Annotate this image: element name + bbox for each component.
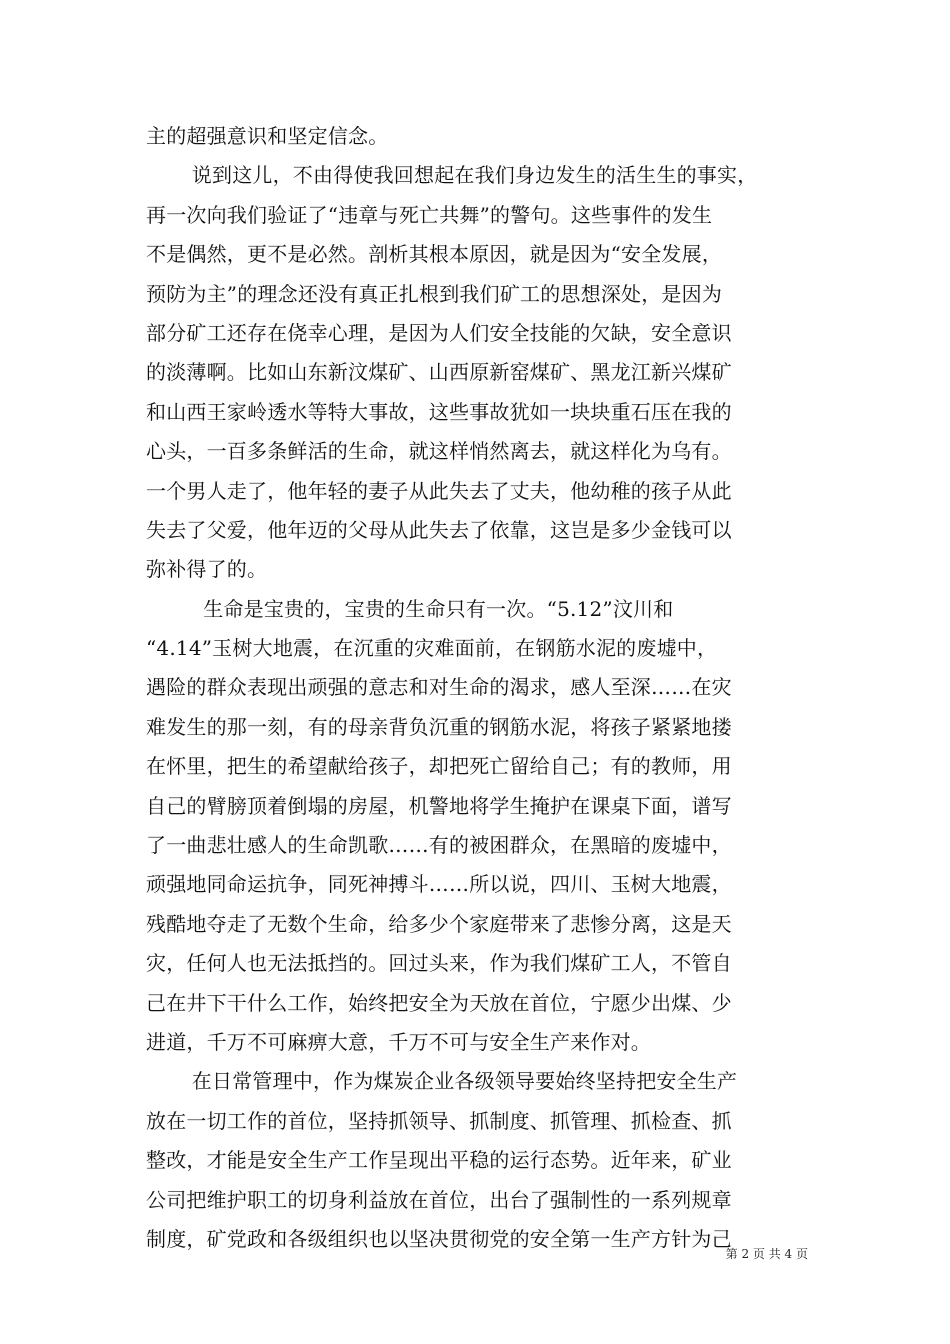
body-text bbox=[146, 117, 810, 1259]
text-line: 放在一切工作的首位，坚持抓领导、抓制度、抓管理、抓检查、抓 bbox=[146, 1108, 732, 1133]
text-line: 失去了父爱，他年迈的父母从此失去了依靠，这岂是多少金钱可以 bbox=[146, 517, 732, 542]
text-line: 制度，矿党政和各级组织也以坚决贯彻党的安全第一生产方针为己 bbox=[146, 1226, 732, 1251]
text-line: 说到这儿，不由得使我回想起在我们身边发生的活生生的事实， bbox=[191, 163, 758, 188]
text-line: 主的超强意识和坚定信念。 bbox=[146, 124, 389, 148]
text-line: 灾，任何人也无法抵挡的。回过头来，作为我们煤矿工人，不管自 bbox=[146, 951, 732, 976]
text-line: 弥补得了的。 bbox=[146, 557, 268, 582]
text-line: 心头，一百多条鲜活的生命，就这样悄然离去，就这样化为乌有。 bbox=[146, 439, 732, 464]
text-line: 公司把维护职工的切身利益放在首位，出台了强制性的一系列规章 bbox=[146, 1187, 732, 1212]
text-line: 在日常管理中，作为煤炭企业各级领导要始终坚持把安全生产 bbox=[191, 1069, 738, 1094]
text-line: 一个男人走了，他年轻的妻子从此失去了丈夫，他幼稚的孩子从此 bbox=[146, 478, 732, 503]
text-line: 预防为主”的理念还没有真正扎根到我们矿工的思想深处，是因为 bbox=[146, 281, 723, 306]
text-line: 在怀里，把生的希望献给孩子，却把死亡留给自己；有的教师，用 bbox=[146, 754, 732, 779]
text-line: 生命是宝贵的，宝贵的生命只有一次。“5.12”汶川和 bbox=[203, 596, 674, 621]
text-line: 己在井下干什么工作，始终把安全为天放在首位，宁愿少出煤、少 bbox=[146, 990, 732, 1015]
text-line: 顽强地同命运抗争，同死神搏斗……所以说，四川、玉树大地震， bbox=[146, 872, 732, 897]
text-line: “4.14”玉树大地震，在沉重的灾难面前，在钢筋水泥的废墟中， bbox=[146, 636, 718, 661]
text-line: 了一曲悲壮感人的生命凯歌……有的被困群众，在黑暗的废墟中， bbox=[146, 833, 732, 858]
text-line: 自己的臂膀顶着倒塌的房屋，机警地将学生掩护在课桌下面，谱写 bbox=[146, 793, 732, 818]
text-line: 难发生的那一刻，有的母亲背负沉重的钢筋水泥，将孩子紧紧地搂 bbox=[146, 714, 732, 739]
text-line: 残酷地夺走了无数个生命，给多少个家庭带来了悲惨分离，这是天 bbox=[146, 911, 732, 936]
page-number: 第 2 页 共 4 页 bbox=[725, 1247, 808, 1261]
text-line: 的淡薄啊。比如山东新汶煤矿、山西原新窑煤矿、黑龙江新兴煤矿 bbox=[146, 360, 732, 385]
text-line: 再一次向我们验证了“违章与死亡共舞”的警句。这些事件的发生 bbox=[146, 202, 713, 227]
text-line: 进道，千万不可麻痹大意，千万不可与安全生产来作对。 bbox=[146, 1029, 651, 1054]
text-line: 部分矿工还存在侥幸心理，是因为人们安全技能的欠缺，安全意识 bbox=[146, 320, 732, 345]
text-line: 整改，才能是安全生产工作呈现出平稳的运行态势。近年来，矿业 bbox=[146, 1148, 732, 1173]
text-line: 遇险的群众表现出顽强的意志和对生命的渴求，感人至深……在灾 bbox=[146, 675, 732, 700]
text-line: 不是偶然，更不是必然。剖析其根本原因，就是因为“安全发展， bbox=[146, 242, 723, 267]
text-line: 和山西王家岭透水等特大事故，这些事故犹如一块块重石压在我的 bbox=[146, 399, 732, 424]
